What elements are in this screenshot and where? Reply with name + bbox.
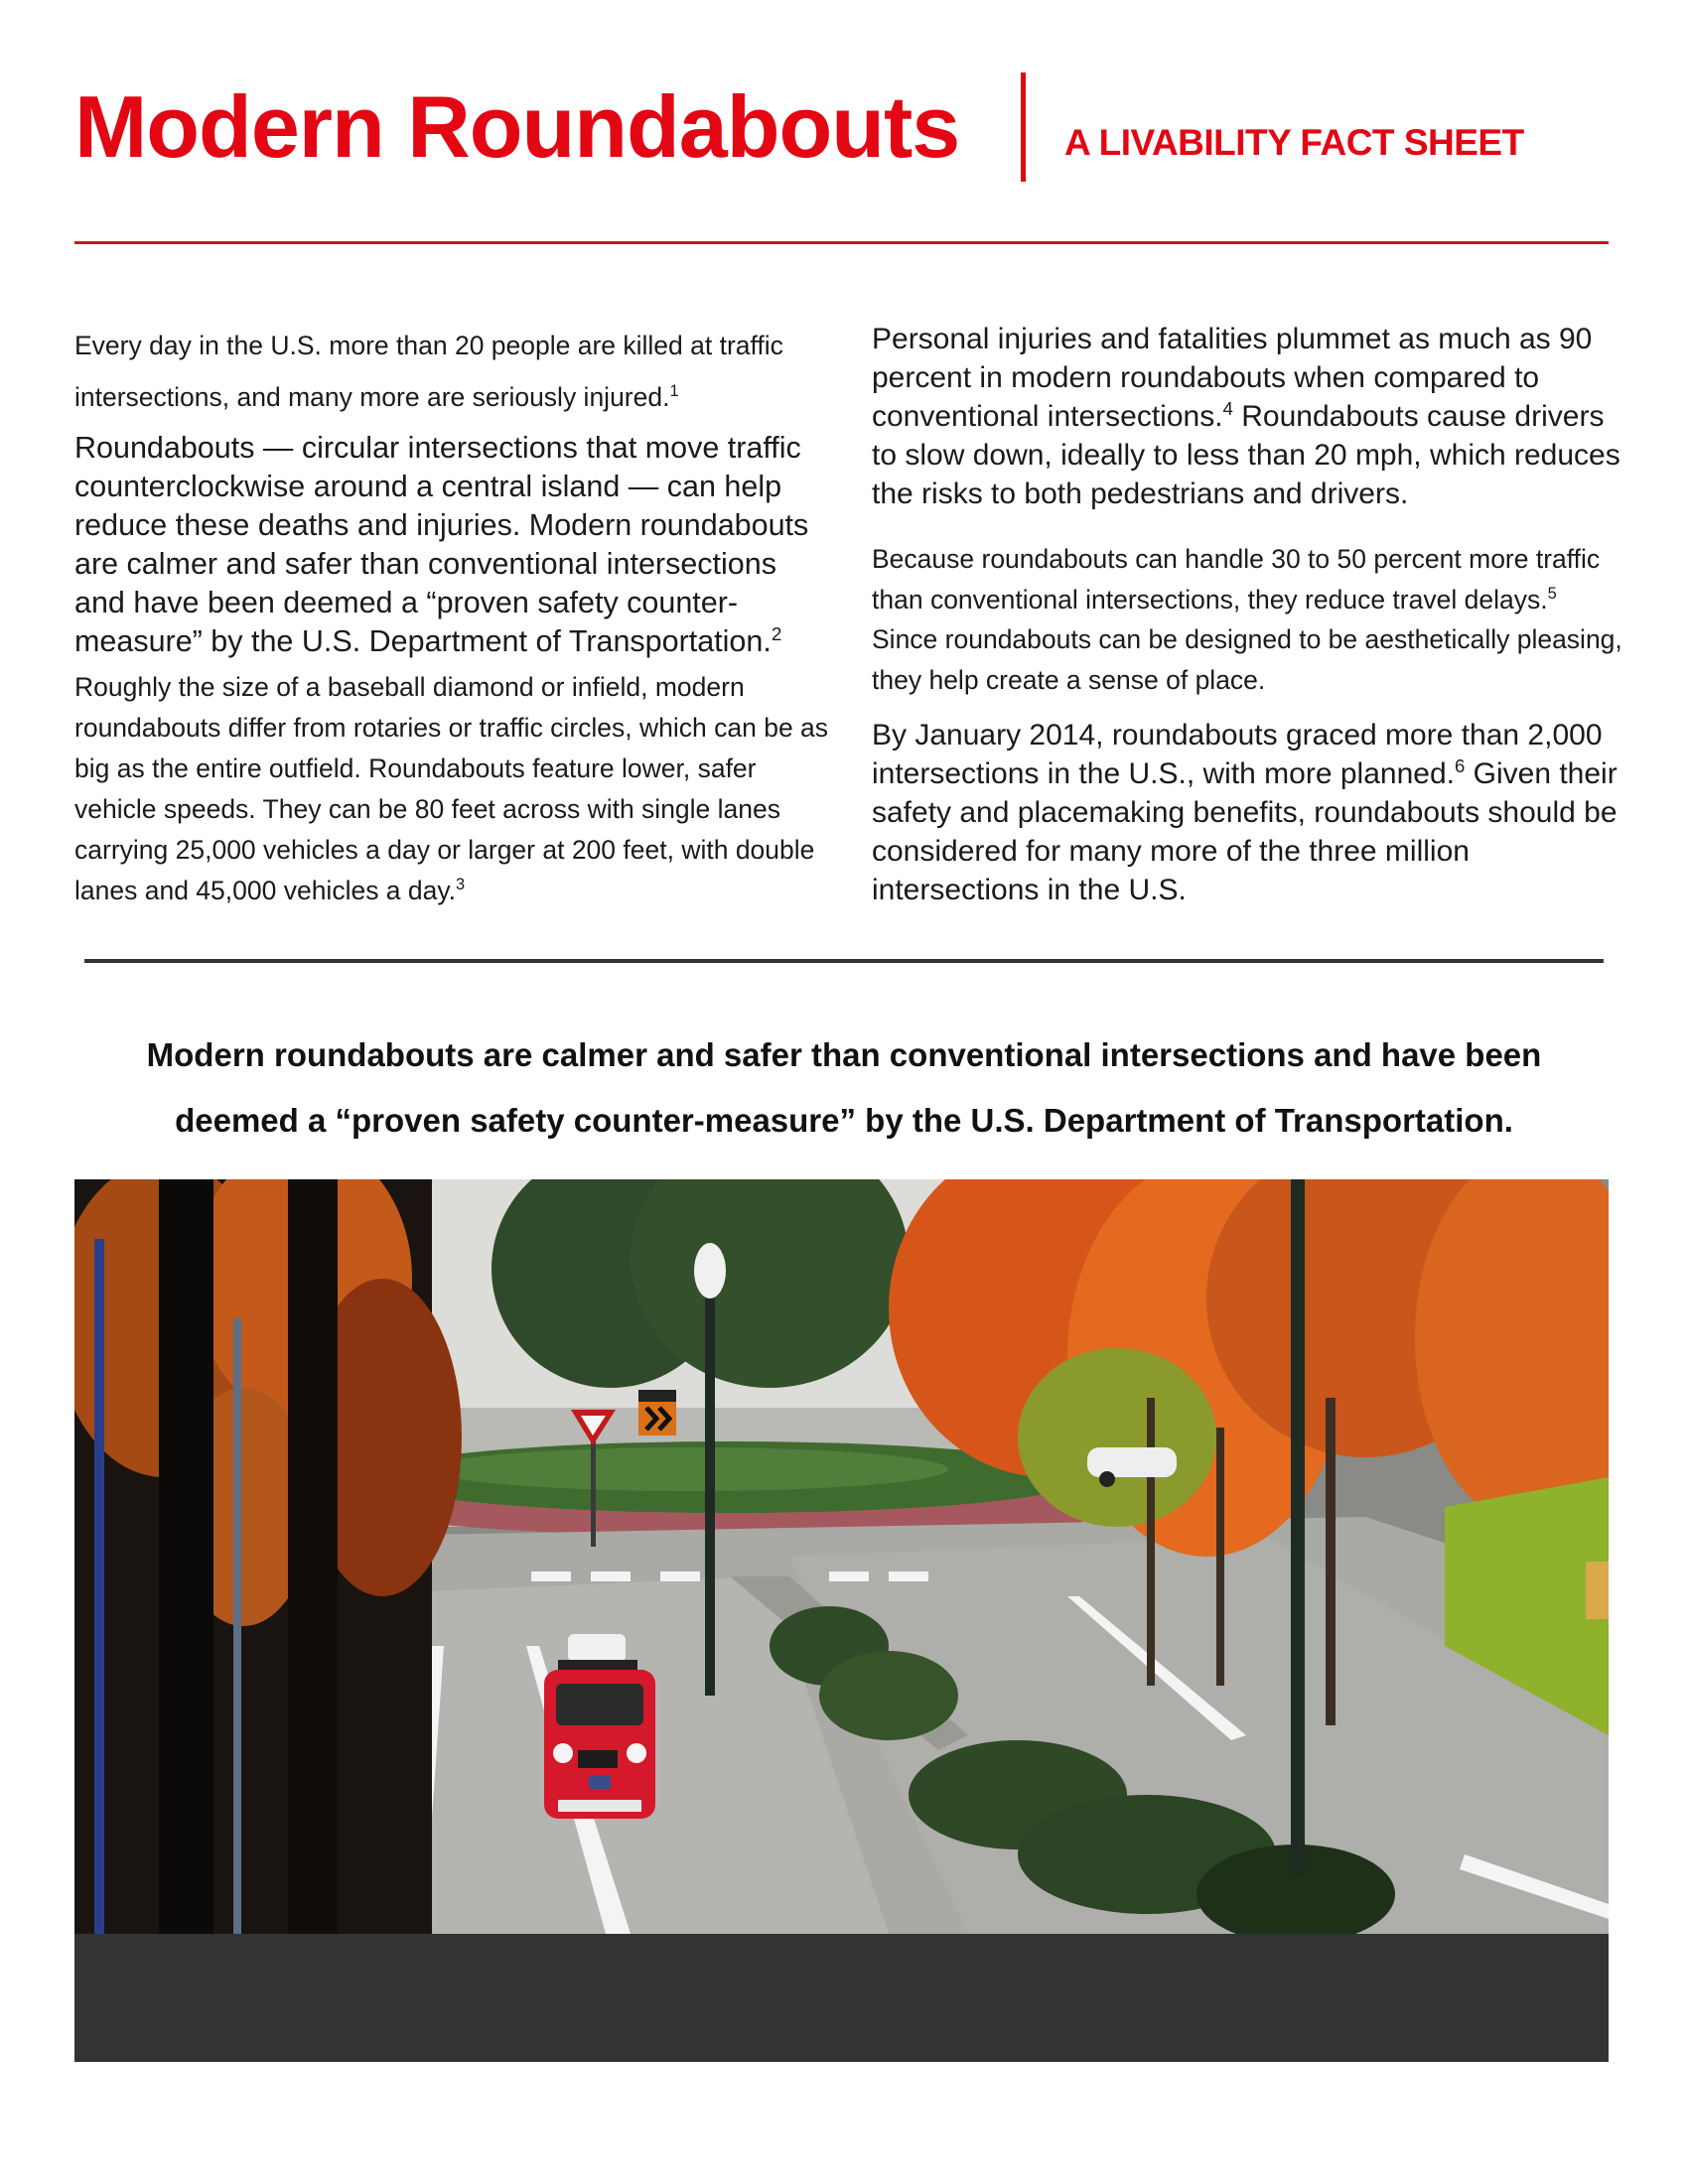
pull-quote <box>74 1023 1614 1154</box>
paragraph-safety <box>872 320 1626 513</box>
footnote-ref: 3 <box>456 876 466 894</box>
paragraph-text: Given their safety and placemaking benefits, roundabouts should be considered for many more of the three million intersections in the U.S. <box>872 757 1618 906</box>
title-divider <box>1021 72 1026 182</box>
pull-quote-line: deemed a “proven safety counter-measure” by the U.S. Department of Transportation. <box>175 1102 1513 1139</box>
paragraph-text: By January 2014, roundabouts graced more than 2,000 intersections in the U.S., with more planned. <box>872 719 1603 790</box>
footnote-ref: 6 <box>1454 754 1466 776</box>
paragraph-text: Roundabouts cause drivers to slow down, ideally to less than 20 mph, which reduces the risks to both pedestrians and drivers. <box>872 400 1620 510</box>
paragraph-text: Personal injuries and fatalities plummet as much as 90 percent in modern roundabouts when compared to conventional intersections. <box>872 323 1593 433</box>
footnote-ref: 4 <box>1222 397 1233 419</box>
paragraph-text: Every day in the U.S. more than 20 people are killed at traffic intersections, and many more are seriously injured. <box>74 331 783 412</box>
caption-bar <box>74 1934 1609 2062</box>
footnote-ref: 1 <box>669 382 679 401</box>
footnote-ref: 5 <box>1547 584 1557 603</box>
paragraph-text: Roundabouts — circular intersections that move traffic counterclockwise around a central island — can help reduce these deaths and injuries. Modern roundabouts are calmer and safer than conventional intersections and have been deemed a “proven safety counter-measure” by the U.S. Department of Transportation. <box>74 431 809 658</box>
paragraph-text: Since roundabouts can be designed to be aesthetically pleasing, they help create a sense of place. <box>872 624 1622 695</box>
right-column <box>872 320 1626 909</box>
footnote-ref: 2 <box>771 623 782 645</box>
page-subtitle: A LIVABILITY FACT SHEET <box>1064 122 1524 163</box>
left-column <box>74 320 829 911</box>
paragraph-capacity <box>872 539 1626 700</box>
paragraph-roundabouts <box>74 429 829 661</box>
paragraph-text: Because roundabouts can handle 30 to 50 percent more traffic than conventional intersections, they reduce travel delays. <box>872 544 1601 614</box>
photo-illustration <box>74 1179 1609 1934</box>
paragraph-intro <box>74 320 829 423</box>
page-title: Modern Roundabouts <box>74 77 960 176</box>
paragraph-size <box>74 667 829 911</box>
paragraph-adoption <box>872 716 1626 909</box>
pull-quote-line: Modern roundabouts are calmer and safer than conventional intersections and have been <box>146 1036 1542 1073</box>
paragraph-text: Roughly the size of a baseball diamond or infield, modern roundabouts differ from rotaries or traffic circles, which can be as big as the entire outfield. Roundabouts feature lower, safer vehicle speeds. They can be 80 feet across with single lanes carrying 25,000 vehicles a day or larger at 200 feet, with double lanes and 45,000 vehicles a day. <box>74 672 829 905</box>
roundabout-photo <box>74 1179 1609 1934</box>
header-rule <box>74 241 1609 244</box>
section-divider <box>84 959 1604 963</box>
